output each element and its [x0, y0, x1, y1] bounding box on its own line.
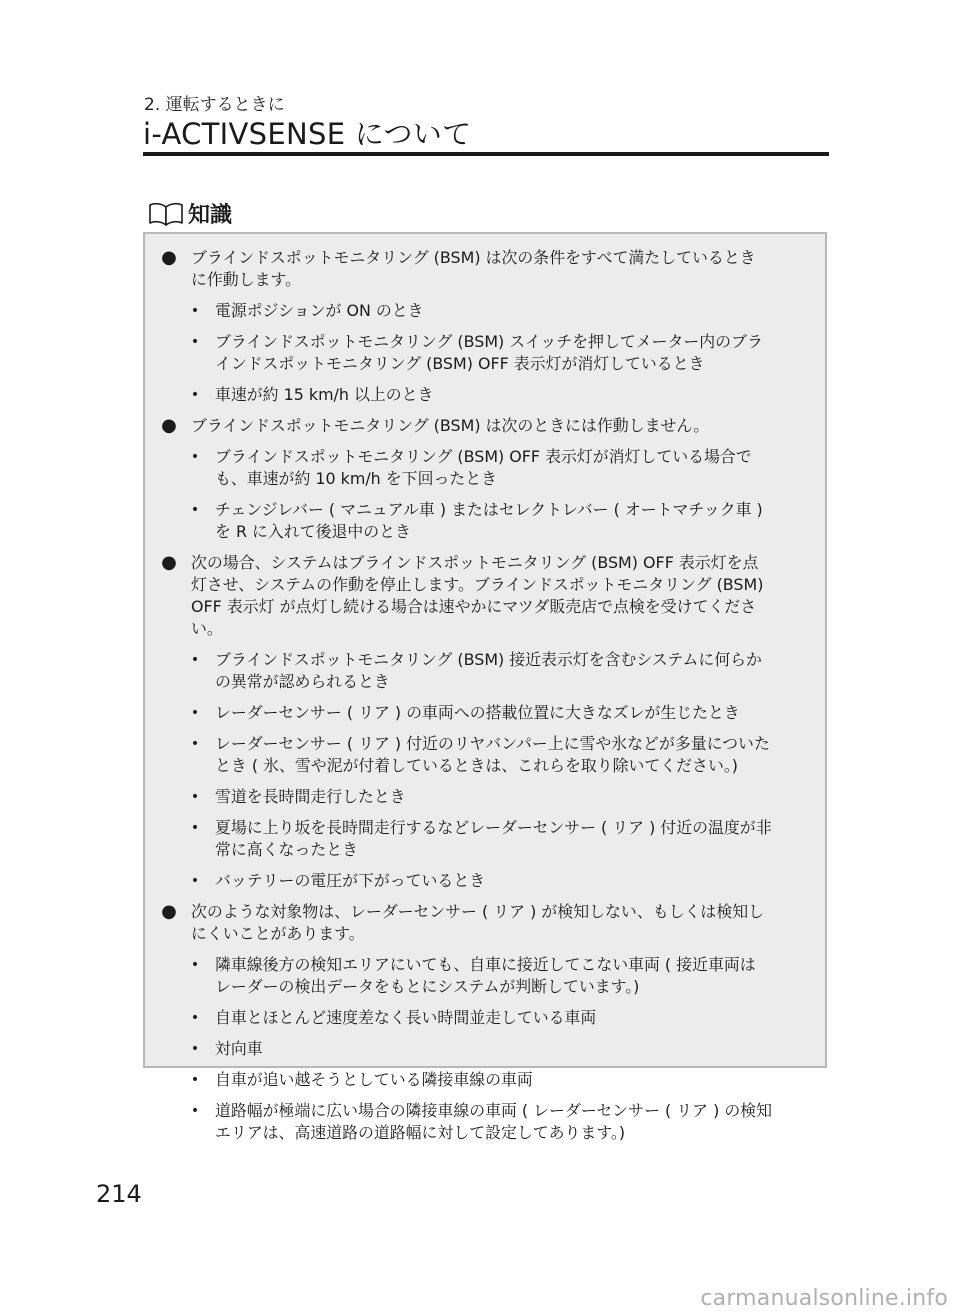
sub-bullet-dot-icon: •: [190, 387, 200, 403]
header-divider: [143, 152, 829, 156]
book-icon: [148, 202, 184, 226]
sub-bullet-item: [145, 331, 813, 375]
bullet-dot-icon: ●: [161, 247, 177, 268]
sub-bullet-dot-icon: •: [190, 957, 200, 973]
item-text-line: い。: [191, 619, 223, 638]
item-text-line: を R に入れて後退中のとき: [215, 522, 411, 541]
item-text-line: 夏場に上り坂を長時間走行するなどレーダーセンサー ( リア ) 付近の温度が非: [215, 818, 772, 837]
bullet-dot-icon: ●: [161, 552, 177, 573]
item-text-line: 対向車: [215, 1039, 263, 1058]
sub-bullet-dot-icon: •: [190, 1041, 200, 1057]
item-text-line: チェンジレバー ( マニュアル車 ) またはセレクトレバー ( オートマチック車 ): [215, 500, 763, 519]
sub-bullet-item: [145, 499, 813, 543]
bullet-item: [145, 415, 813, 437]
bullet-dot-icon: ●: [161, 415, 177, 436]
item-text-line: ブラインドスポットモニタリング (BSM) 接近表示灯を含むシステムに何らか: [215, 650, 762, 669]
sub-bullet-dot-icon: •: [190, 652, 200, 668]
item-text-line: にくいことがあります。: [191, 924, 365, 943]
knowledge-heading: [148, 198, 232, 229]
sub-bullet-item: [145, 384, 813, 406]
page-title: i-ACTIVSENSE について: [143, 117, 472, 151]
item-text-line: 次の場合、システムはブラインドスポットモニタリング (BSM) OFF 表示灯を点: [191, 553, 759, 572]
item-text-line: OFF 表示灯 が点灯し続ける場合は速やかにマツダ販売店で点検を受けてくださ: [191, 597, 757, 616]
sub-bullet-dot-icon: •: [190, 820, 200, 836]
item-text-line: レーダーセンサー ( リア ) の車両への搭載位置に大きなズレが生じたとき: [215, 703, 740, 722]
item-text-line: ブラインドスポットモニタリング (BSM) は次のときには作動しません。: [191, 416, 710, 435]
item-text-line: 灯させ、システムの作動を停止します。ブラインドスポットモニタリング (BSM): [191, 575, 764, 594]
watermark: carmanualsonline.info: [700, 1286, 948, 1311]
bullet-item: [145, 552, 813, 640]
sub-bullet-item: [145, 1038, 813, 1060]
sub-bullet-item: [145, 1007, 813, 1029]
sub-bullet-item: [145, 1069, 813, 1091]
knowledge-box: [143, 232, 827, 1142]
bullet-item: [145, 247, 813, 291]
item-text-line: 自車とほとんど速度差なく長い時間並走している車両: [215, 1008, 597, 1027]
item-text-line: も、車速が約 10 km/h を下回ったとき: [215, 469, 498, 488]
bullet-dot-icon: ●: [161, 901, 177, 922]
item-text-line: 雪道を長時間走行したとき: [215, 787, 406, 806]
item-text-line: 隣車線後方の検知エリアにいても、自車に接近してこない車両 ( 接近車両は: [215, 955, 756, 974]
item-text-line: 自車が追い越そうとしている隣接車線の車両: [215, 1070, 533, 1089]
sub-bullet-dot-icon: •: [190, 1072, 200, 1088]
bullet-item: [145, 901, 813, 945]
item-text-line: バッテリーの電圧が下がっているとき: [215, 871, 486, 890]
item-text-line: 電源ポジションが ON のとき: [215, 301, 424, 320]
sub-bullet-dot-icon: •: [190, 1010, 200, 1026]
sub-bullet-item: [145, 702, 813, 724]
knowledge-label: 知識: [188, 203, 233, 228]
sub-bullet-item: [145, 733, 813, 777]
item-text-line: ブラインドスポットモニタリング (BSM) スイッチを押してメーター内のブラ: [215, 332, 763, 351]
sub-bullet-dot-icon: •: [190, 705, 200, 721]
sub-bullet-dot-icon: •: [190, 789, 200, 805]
sub-bullet-item: [145, 954, 813, 998]
item-text-line: 車速が約 15 km/h 以上のとき: [215, 385, 434, 404]
page-number: 214: [96, 1180, 142, 1208]
sub-bullet-item: [145, 649, 813, 693]
sub-bullet-dot-icon: •: [190, 449, 200, 465]
sub-bullet-dot-icon: •: [190, 873, 200, 889]
item-text-line: に作動します。: [191, 270, 302, 289]
item-text-line: ブラインドスポットモニタリング (BSM) OFF 表示灯が消灯している場合で: [215, 447, 752, 466]
item-text-line: 常に高くなったとき: [215, 840, 359, 859]
sub-bullet-dot-icon: •: [190, 736, 200, 752]
item-text-line: エリアは、高速道路の道路幅に対して設定してあります。): [215, 1123, 626, 1142]
sub-bullet-item: [145, 786, 813, 808]
item-text-line: レーダーの検出データをもとにシステムが判断しています。): [215, 977, 640, 996]
sub-bullet-dot-icon: •: [190, 502, 200, 518]
item-text-line: インドスポットモニタリング (BSM) OFF 表示灯が消灯しているとき: [215, 354, 705, 373]
item-text-line: とき ( 氷、雪や泥が付着しているときは、これらを取り除いてください。): [215, 756, 738, 775]
sub-bullet-item: [145, 870, 813, 892]
sub-bullet-dot-icon: •: [190, 303, 200, 319]
sub-bullet-item: [145, 300, 813, 322]
item-text-line: ブラインドスポットモニタリング (BSM) は次の条件をすべて満たしているとき: [191, 248, 756, 267]
item-text-line: の異常が認められるとき: [215, 672, 390, 691]
item-text-line: 道路幅が極端に広い場合の隣接車線の車両 ( レーダーセンサー ( リア ) の検知: [215, 1101, 773, 1120]
sub-bullet-item: [145, 446, 813, 490]
item-text-line: レーダーセンサー ( リア ) 付近のリヤバンパー上に雪や氷などが多量についた: [215, 734, 770, 753]
sub-bullet-dot-icon: •: [190, 1103, 200, 1119]
section-label: 2. 運転するときに: [144, 95, 285, 115]
sub-bullet-dot-icon: •: [190, 334, 200, 350]
sub-bullet-item: [145, 817, 813, 861]
item-text-line: 次のような対象物は、レーダーセンサー ( リア ) が検知しない、もしくは検知し: [191, 902, 765, 921]
sub-bullet-item: [145, 1100, 813, 1144]
